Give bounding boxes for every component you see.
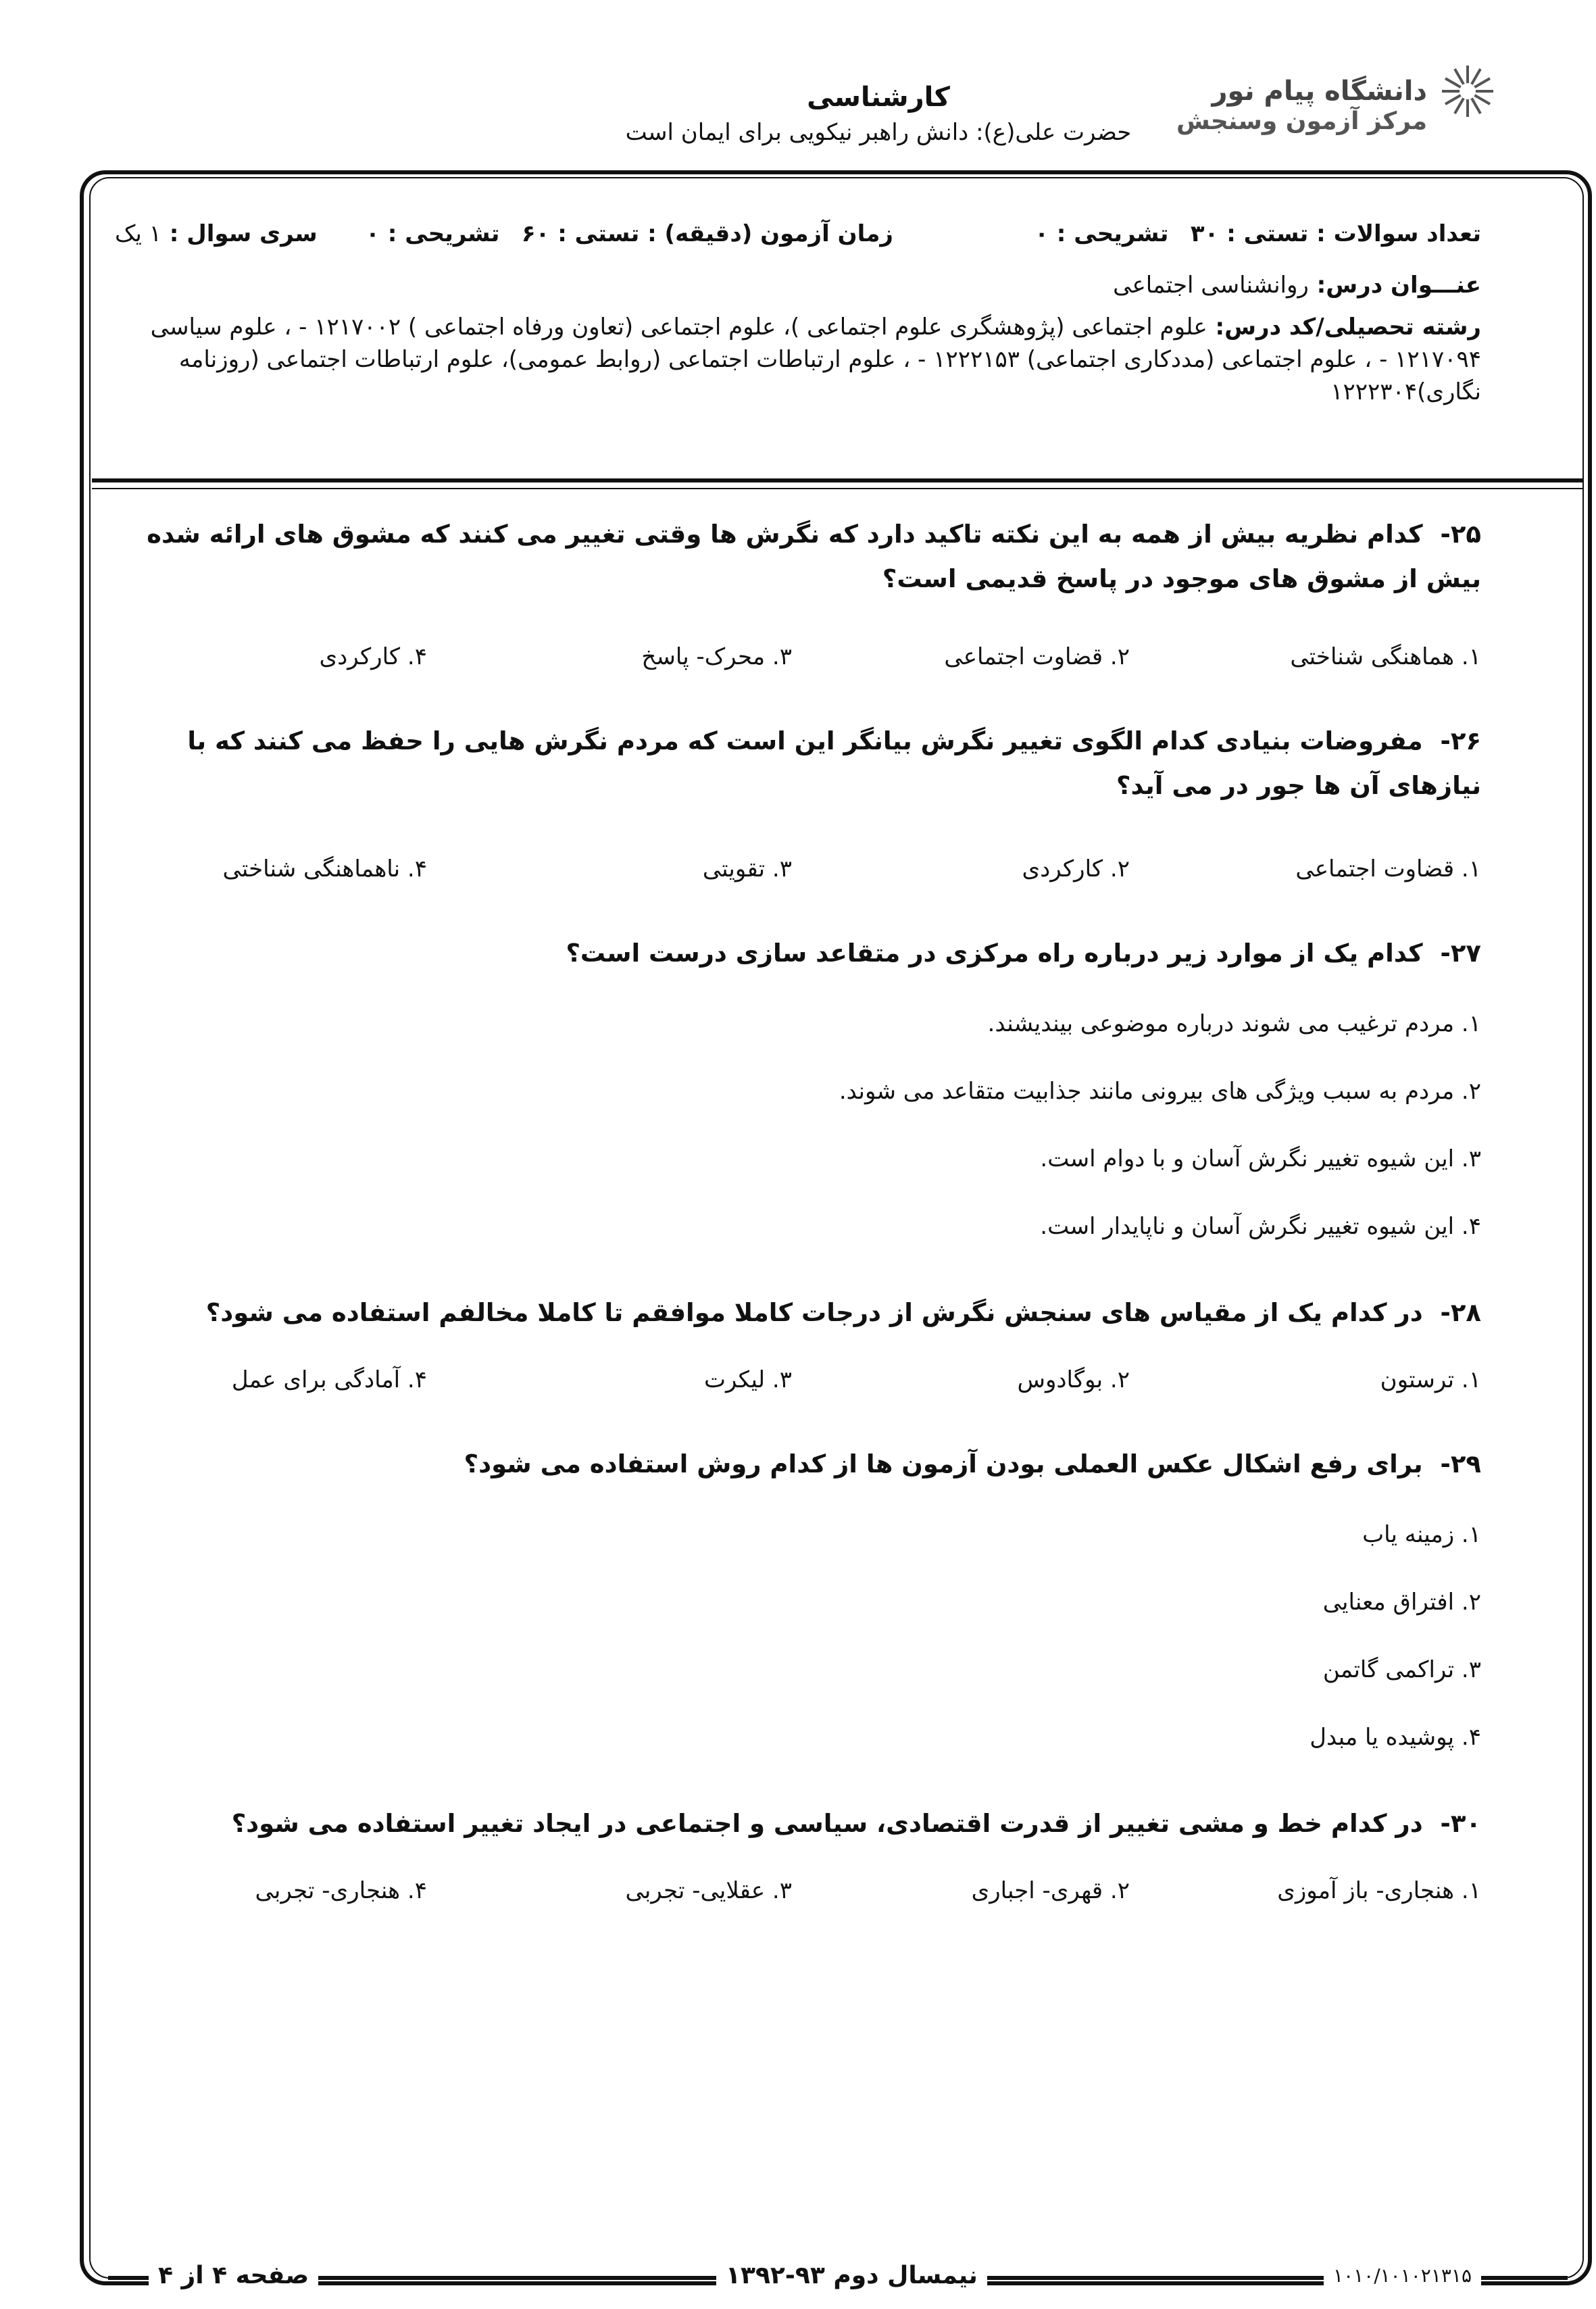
course-title — [1113, 269, 1481, 301]
question-27-option-1[interactable]: ۱. مردم ترغیب می شوند درباره موضوعی بیندیشند. — [987, 1010, 1481, 1037]
header-quote: حضرت علی(ع): دانش راهبر نیکویی برای ایمان است — [625, 119, 1132, 146]
course-title-label: عنـــوان درس: — [1308, 272, 1481, 299]
option-2[interactable]: ۲. قضاوت اجتماعی — [944, 643, 1130, 670]
option-3[interactable]: ۳. محرک- پاسخ — [641, 643, 792, 670]
option-4[interactable]: ۴. آمادگی برای عمل — [231, 1366, 427, 1393]
course-title-value: روانشناسی اجتماعی — [1113, 272, 1309, 299]
question-number: ۳۰- — [1440, 1809, 1481, 1838]
question-26-options — [96, 855, 1481, 893]
question-text: کدام یک از موارد زیر درباره راه مرکزی در متقاعد سازی درست است؟ — [566, 939, 1423, 968]
question-number: ۲۵- — [1440, 520, 1481, 549]
series-label: سری سوال : — [161, 220, 318, 247]
page-number: صفحه ۴ از ۴ — [149, 2258, 318, 2293]
option-3[interactable]: ۳. تقویتی — [702, 855, 792, 883]
option-4[interactable]: ۴. هنجاری- تجربی — [255, 1877, 427, 1904]
question-27-option-4[interactable]: ۴. این شیوه تغییر نگرش آسان و ناپایدار است. — [1040, 1213, 1481, 1240]
question-30-options — [96, 1877, 1481, 1915]
university-line1: دانشگاه پیام نور — [1212, 76, 1427, 107]
exam-time — [366, 218, 893, 250]
option-1[interactable]: ۱. قضاوت اجتماعی — [1295, 855, 1481, 883]
question-descriptive-label: تشریحی : ۰ — [1034, 220, 1169, 247]
question-text: در کدام خط و مشی تغییر از قدرت اقتصادی، سیاسی و اجتماعی در ایجاد تغییر استفاده می شود؟ — [231, 1809, 1423, 1838]
question-29-option-1[interactable]: ۱. زمینه یاب — [1362, 1521, 1481, 1548]
question-29-option-3[interactable]: ۳. تراکمی گاتمن — [1322, 1656, 1481, 1683]
question-27-option-2[interactable]: ۲. مردم به سبب ویژگی های بیرونی مانند جذابیت متقاعد می شوند. — [839, 1078, 1481, 1105]
question-30 — [96, 1802, 1481, 1846]
question-text: در کدام یک از مقیاس های سنجش نگرش از درجات کاملا موافقم تا کاملا مخالفم استفاده می شود؟ — [205, 1298, 1423, 1327]
question-text: برای رفع اشکال عکس العملی بودن آزمون ها از کدام روش استفاده می شود؟ — [464, 1449, 1423, 1479]
option-2[interactable]: ۲. کارکردی — [1022, 855, 1130, 883]
series-value: ۱ یک — [115, 220, 161, 247]
exam-info-row — [115, 218, 1481, 251]
question-text: کدام نظریه بیش از همه به این نکته تاکید دارد که نگرش ها وقتی تغییر می کنند که مشوق های ارائه شده بیش از مشوق های موجود در پاسخ قدیمی است؟ — [147, 520, 1481, 593]
option-4[interactable]: ۴. ناهماهنگی شناختی — [222, 855, 427, 883]
info-separator-thin — [92, 488, 1582, 489]
option-1[interactable]: ۱. هماهنگی شناختی — [1290, 643, 1481, 670]
term-label: نیمسال دوم ۹۳-۱۳۹۲ — [716, 2258, 987, 2293]
option-3[interactable]: ۳. لیکرت — [703, 1366, 792, 1393]
page-header — [0, 0, 1596, 169]
option-4[interactable]: ۴. کارکردی — [319, 643, 427, 670]
option-1[interactable]: ۱. هنجاری- باز آموزی — [1277, 1877, 1481, 1904]
question-count-label: تعداد سوالات : تستی : ۳۰ — [1190, 220, 1481, 247]
question-number: ۲۷- — [1440, 939, 1481, 968]
info-separator — [92, 478, 1582, 482]
field-value: علوم اجتماعی (پژوهشگری علوم اجتماعی )، علوم اجتماعی (تعاون ورفاه اجتماعی ) ۱۲۱۷۰۰۲ - ، علوم سیاسی ۱۲۱۷۰۹۴ - ، علوم اجتماعی (مددکاری اجتماعی) ۱۲۲۲۱۵۳ - ، علوم ارتباطات اجتماعی (روابط عمومی)، علوم ارتباطات اجتماعی (روزنامه نگاری)۱۲۲۲۳۰۴ — [150, 314, 1481, 405]
question-number: ۲۶- — [1440, 726, 1481, 755]
question-25 — [96, 512, 1481, 601]
option-1[interactable]: ۱. ترستون — [1380, 1366, 1481, 1393]
exam-code: ۱۰۱۰/۱۰۱۰۲۱۳۱۵ — [1324, 2258, 1481, 2293]
series — [115, 218, 318, 250]
university-line2: مرکز آزمون وسنجش — [1176, 107, 1427, 135]
question-count — [1034, 218, 1481, 250]
time-label: زمان آزمون (دقیقه) : تستی : ۶۰ — [521, 220, 893, 247]
question-number: ۲۹- — [1440, 1449, 1481, 1479]
question-27-option-3[interactable]: ۳. این شیوه تغییر نگرش آسان و با دوام است. — [1040, 1145, 1481, 1172]
question-29 — [96, 1442, 1481, 1487]
degree-level: کارشناسی — [807, 82, 950, 113]
question-29-option-2[interactable]: ۲. افتراق معنایی — [1322, 1589, 1481, 1616]
header-center — [473, 80, 1284, 150]
question-number: ۲۸- — [1440, 1298, 1481, 1327]
question-27 — [96, 931, 1481, 976]
option-2[interactable]: ۲. بوگادوس — [1017, 1366, 1130, 1393]
question-text: مفروضات بنیادی کدام الگوی تغییر نگرش بیانگر این است که مردم نگرش هایی را حفظ می کنند که با نیازهای آن ها جور در می آید؟ — [187, 726, 1481, 800]
field-label: رشته تحصیلی/کد درس: — [1207, 314, 1481, 341]
sunburst-logo-icon — [1441, 64, 1495, 118]
time-descriptive-label: تشریحی : ۰ — [366, 220, 500, 247]
option-2[interactable]: ۲. قهری- اجباری — [971, 1877, 1130, 1904]
question-28-options — [96, 1366, 1481, 1404]
question-29-option-4[interactable]: ۴. پوشیده یا مبدل — [1310, 1724, 1481, 1751]
option-3[interactable]: ۳. عقلایی- تجربی — [625, 1877, 792, 1904]
question-25-options — [96, 643, 1481, 681]
field-of-study — [115, 311, 1481, 408]
question-28 — [96, 1291, 1481, 1335]
question-26 — [96, 719, 1481, 808]
